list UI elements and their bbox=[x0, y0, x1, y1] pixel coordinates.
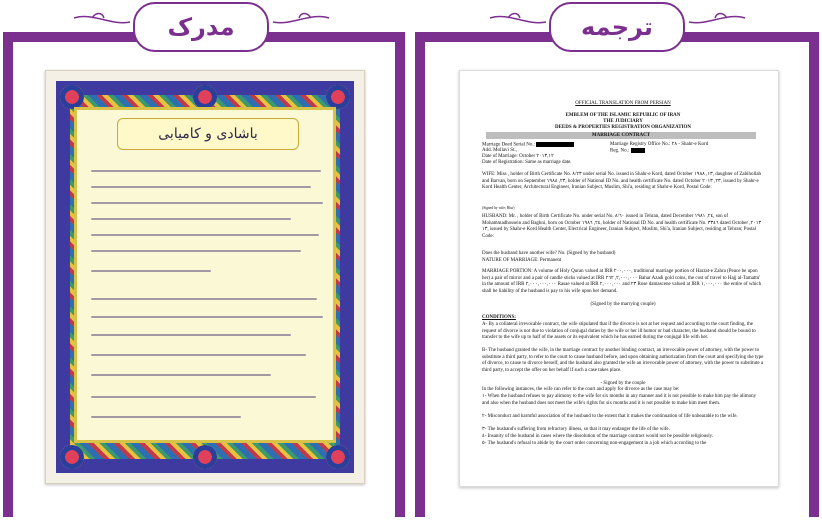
flower-ornament-icon bbox=[326, 85, 350, 109]
registry-office: Marriage Registry Office No.: ٢٨ - Shahr-e Kord bbox=[610, 142, 709, 147]
tab-translation[interactable]: ترجمه bbox=[549, 2, 685, 52]
couple-signature-2: - Signed by the couple bbox=[600, 381, 646, 386]
conditions-heading: CONDITIONS: bbox=[482, 315, 516, 320]
flower-ornament-icon bbox=[60, 445, 84, 469]
redaction-bar bbox=[631, 148, 645, 153]
flower-ornament-icon bbox=[193, 85, 217, 109]
date-of-marriage: Date of Marriage: October ٢٠١٣,١٢ bbox=[482, 154, 554, 159]
flower-ornament-icon bbox=[326, 445, 350, 469]
condition-a: A- By a collateral irrevocable contract, the wife stipulated that if the divorce is not at her request and according to the court finding, the request of divorce is not due to violation of conjugal duties by the wife or her ill humor or bad character, the husband should be bound to transfer to the wife up to half of the assets or its equivalent which he has earned during the conjugal life with her. bbox=[482, 322, 756, 341]
emblem-line: EMBLEM OF THE ISLAMIC REPUBLIC OF IRAN bbox=[565, 113, 681, 118]
instance-1: ١- When the husband refuses to pay alimony to the wife for six months in any manner and it is not possible to make him pay the alimony and also when the husband does not meet the wife's rights for six months and it is not possible to make him meet them. bbox=[482, 394, 757, 406]
official-translation-heading: OFFICIAL TRANSLATION FROM PERSIAN bbox=[575, 101, 671, 106]
date-of-registration: Date of Registration: Same as marriage date. bbox=[482, 160, 572, 165]
another-wife-question: Does the husband have another wife? No. (Signed by the husband) bbox=[482, 251, 616, 256]
wife-details: WIFE: Miss , holder of Birth Certificate No. ٨/٢٣ under serial No. issued in Shahr-e Kord, dated October ١٣, ١٩٨٨, daughter of Zabihollah and Barvan, born on September ٢٣, ١٩٨٨, holder of National ID No. and health certificate No. dated October ٢٣, ٢٠١٣, issued by Shahr-e Kord Health Center, Architectural Engineer, Iranian Subject, Muslim, Shi'a, residing at Shahr-e Kord, Postal Code: bbox=[482, 172, 762, 191]
flourish-right-a-icon bbox=[271, 8, 331, 28]
husband-details: HUSBAND: Mr. , holder of Birth Certificate No. under serial No. ٨/٦٠ issued in Tehran, dated December ٢٤, ١٩٨١, son of Mohammadhossein and Baghni, born on October ٢٤, ١٩٨٦, holder of National ID No. and health certificate No. ٣٣٤٦ dated October ٢٠١٣, ١٣, issued by Shahr-e Kord Health Center, Electrical Engineer, Iranian Subject, Muslim, Shi'a, Iranian Subject, residing at Tehran; Postal Code: bbox=[482, 214, 762, 239]
flourish-right-b-icon bbox=[687, 8, 747, 28]
couple-signature: (Signed by the marrying couple) bbox=[590, 302, 656, 307]
certificate-header: باشادی و کامیابی bbox=[117, 118, 299, 150]
condition-b: B- The husband granted the wife, in the marriage contract by another binding contract, an irrevocable power of attorney, with the power to substitute a third party, to refer to the court to cause husband before, and upon obtaining authorization from the court and specifying the type of divorce, to cause to divorce herself, and the husband also granted the wife an irrevocable power of attorney, with the power to substitute a third party, to accept the offer on her behalf if such a case takes place. bbox=[482, 348, 764, 373]
flourish-left-b-icon bbox=[488, 8, 548, 28]
instance-2: ٢- Misconduct and harmful association of the husband to the extent that it makes the continuation of life unbearable to the wife. bbox=[482, 414, 738, 419]
instance-4: ٤- Insanity of the husband in cases where the dissolution of the marriage contract would not be possible religiously. bbox=[482, 434, 714, 439]
divorce-instances-intro: In the following instances, the wife can refer to the court and apply for divorce as the case may be: bbox=[482, 387, 680, 392]
deed-serial: Marriage Deed Serial No.: bbox=[482, 142, 536, 148]
wife-signature-note: (Signed by wife; Blur) bbox=[482, 206, 515, 210]
instance-3: ٣- The husband's suffering from refractory illness, so that it may endanger the life of the wife. bbox=[482, 427, 670, 432]
marriage-portion: MARRIAGE PORTION: A volume of Holy Quran valued at IRR ٢٠٠,٠٠٠, traditional marriage portion of Hazrat-e Zahra (Peace be upon her) a pair of mirror and a pair of candle sticks valued at IRR ٢,٠٠٠,٠٠٠, ٢٦٢ Bahar Azadi gold coins, the cost of travel to Hajj al-Tamattu' in the amount of IRR ٢,٠٠٠,٠٠٠,٠٠٠ Rasae valued at IRR ٢,٠٠٠,٠٠٠ and ٢٣ Rose damascene valued at IRR ١,٠٠٠,٠٠٠ the entire of which shall be liability of the husband is pay to his wife upon her demand. bbox=[482, 269, 762, 294]
flourish-left-a-icon bbox=[72, 8, 132, 28]
flower-ornament-icon bbox=[193, 445, 217, 469]
organization-line: DEEDS & PROPERTIES REGISTRATION ORGANIZATION bbox=[554, 125, 692, 130]
tab-document[interactable]: مدرک bbox=[133, 2, 269, 52]
judiciary-line: THE JUDICIARY bbox=[603, 119, 643, 124]
redaction-bar bbox=[536, 142, 574, 147]
contract-title-bar: MARRIAGE CONTRACT bbox=[486, 132, 756, 139]
flower-ornament-icon bbox=[60, 85, 84, 109]
handwritten-text-area bbox=[74, 107, 336, 443]
instance-5: ٥- The husband's refusal to abide by the court order concerning non-engagement in a job which according to the bbox=[482, 441, 707, 446]
translation-document bbox=[459, 70, 779, 487]
reg-no: Reg. No.: bbox=[610, 148, 630, 154]
nature-of-marriage: NATURE OF MARRIAGE: Permanent bbox=[482, 258, 562, 263]
marriage-certificate-scan bbox=[45, 70, 365, 484]
address-line: Add. Mollavi St., bbox=[482, 148, 517, 153]
